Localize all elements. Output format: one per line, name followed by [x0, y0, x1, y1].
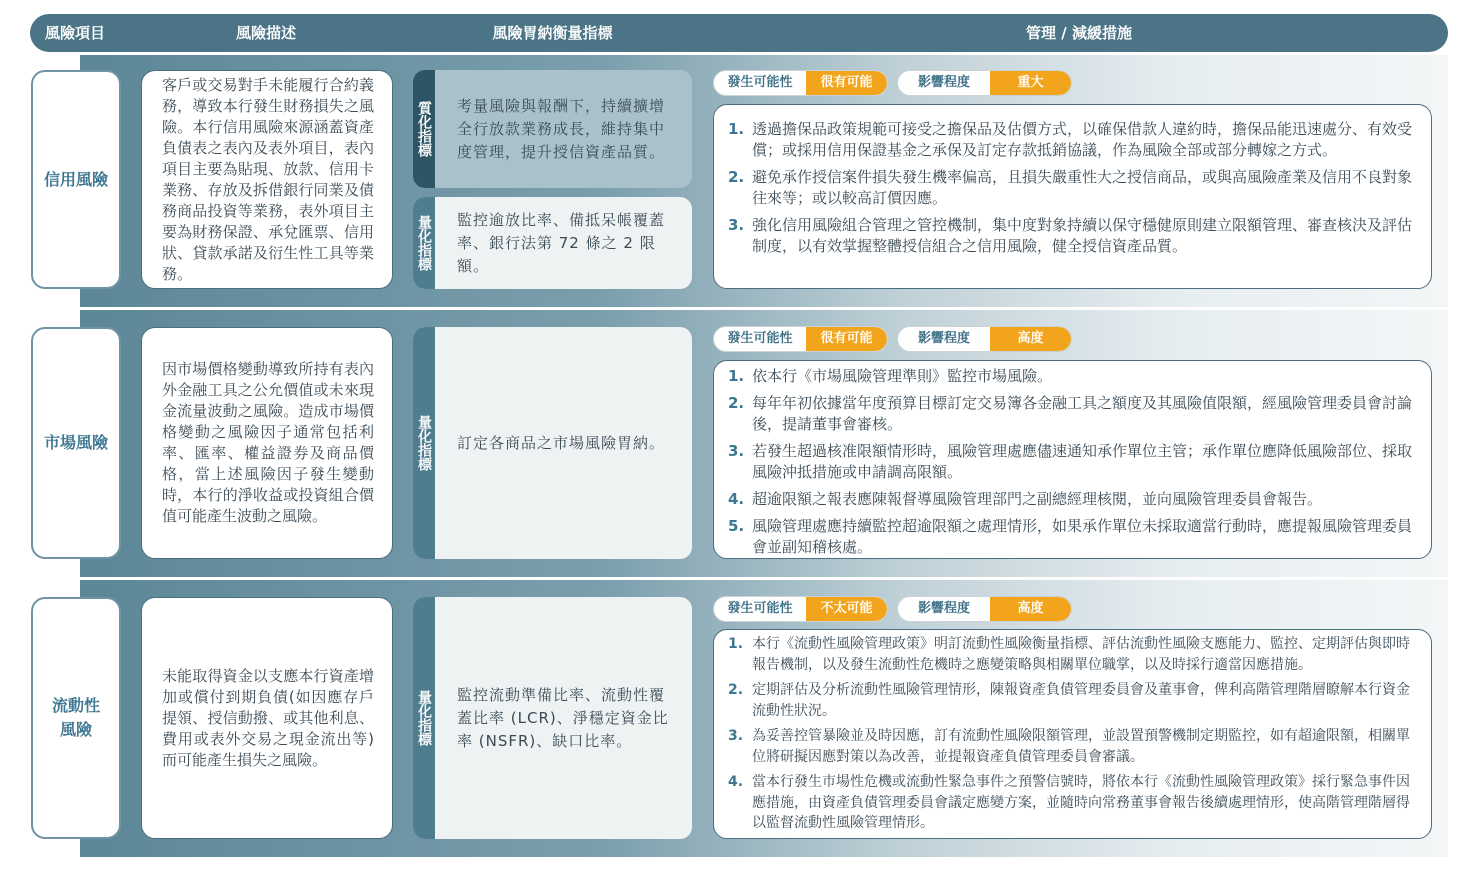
risk-description-text: 未能取得資金以支應本行資產增加或償付到期負債(如因應存戶提領、授信動撥、或其他利息、費用或表外交易之現金流出等)而可能產生損失之風險。 [162, 666, 374, 769]
risk-name-label: 市場風險 [43, 433, 108, 452]
quantitative-indicator-market [413, 327, 692, 559]
quantitative-indicator-text: 監控流動準備比率、流動性覆蓋比率 (LCR)、淨穩定資金比率 (NSFR)、缺口比率。 [457, 685, 669, 750]
measure-item [728, 726, 1417, 767]
measure-text: 定期評估及分析流動性風險管理情形，陳報資產負債管理委員會及董事會，俾利高階管理階層瞭解本行資金流動性狀況。 [752, 682, 1410, 719]
qualitative-tab: 質化指標 [413, 70, 435, 188]
qualitative-indicator-text: 考量風險與報酬下，持續擴增全行放款業務成長，維持集中度管理，提升授信資產品質。 [457, 96, 666, 161]
measure-text: 若發生超過核准限額情形時，風險管理處應儘速通知承作單位主管；承作單位應降低風險部位、採取風險沖抵措施或申請調高限額。 [752, 442, 1413, 481]
measure-number: 2. [728, 682, 744, 698]
measure-text: 本行《流動性風險管理政策》明訂流動性風險衡量指標、評估流動性風險支應能力、監控、定期評估與即時報告機制，以及發生流動性危機時之應變策略與相關單位職掌，以及時採行適當因應措施。 [752, 636, 1410, 673]
risk-description-market [141, 327, 393, 559]
measure-item [728, 366, 1417, 387]
measure-text: 依本行《市場風險管理準則》監控市場風險。 [752, 367, 1053, 385]
impact-value: 高度 [990, 597, 1071, 621]
risk-name-label: 信用風險 [43, 169, 108, 189]
management-measures-credit [713, 104, 1432, 289]
likelihood-badge-market [713, 326, 888, 352]
measure-text: 風險管理處應持續監控超逾限額之處理情形，如果承作單位未採取適當行動時，應提報風險管理委員會並副知稽核處。 [752, 517, 1413, 556]
measure-item [728, 167, 1417, 209]
measure-item [728, 489, 1417, 510]
impact-label: 影響程度 [917, 75, 970, 90]
quantitative-indicator-text: 監控逾放比率、備抵呆帳覆蓋率、銀行法第 72 條之 2 限額。 [457, 210, 666, 275]
measure-text: 當本行發生市場性危機或流動性緊急事件之預警信號時，將依本行《流動性風險管理政策》採行緊急事件因應措施，由資產負債管理委員會議定應變方案，並隨時向常務董事會報告後續處理情形，使高階管理階層得以監督流動性風險管理情形。 [752, 774, 1410, 831]
measure-item [728, 772, 1417, 834]
measure-text: 每年年初依據當年度預算目標訂定交易簿各金融工具之額度及其風險值限額，經風險管理委員會討論後，提請董事會審核。 [752, 394, 1413, 433]
likelihood-label: 發生可能性 [727, 75, 793, 90]
risk-description-text: 因市場價格變動導致所持有表內外金融工具之公允價值或未來現金流量波動之風險。造成市場價格變動之風險因子通常包括利率、匯率、權益證券及商品價格，當上述風險因子發生變動時，本行的淨收益或投資組合價值可能產生波動之風險。 [162, 360, 374, 525]
risk-name-market [31, 327, 121, 559]
risk-description-liquidity [141, 597, 393, 839]
measure-text: 超逾限額之報表應陳報督導風險管理部門之副總經理核閱，並向風險管理委員會報告。 [752, 490, 1323, 508]
header-risk-item: 風險項目 [44, 24, 105, 42]
risk-name-liquidity [31, 597, 121, 839]
measure-item [728, 680, 1417, 721]
risk-name-label: 流動性 風險 [51, 696, 100, 739]
quantitative-indicator-credit [413, 197, 692, 289]
measure-number: 1. [728, 367, 745, 385]
qualitative-indicator-credit [413, 70, 692, 188]
impact-value: 重大 [990, 71, 1071, 95]
measure-number: 3. [728, 728, 744, 744]
measure-text: 透過擔保品政策規範可接受之擔保品及估價方式，以確保借款人違約時，擔保品能迅速處分、有效受償；或採用信用保證基金之承保及訂定存款抵銷協議，作為風險全部或部分轉嫁之方式。 [752, 120, 1413, 159]
likelihood-value: 很有可能 [806, 71, 887, 95]
impact-badge-credit [897, 70, 1072, 96]
management-measures-market [713, 360, 1432, 559]
quantitative-tab: 量化指標 [413, 327, 435, 559]
table-header [30, 14, 1448, 52]
management-measures-liquidity [713, 629, 1432, 839]
likelihood-label: 發生可能性 [727, 331, 793, 346]
measure-number: 3. [728, 442, 745, 460]
measure-number: 4. [728, 490, 745, 508]
measure-item [728, 393, 1417, 435]
measure-item [728, 441, 1417, 483]
measure-number: 1. [728, 120, 745, 138]
impact-badge-liquidity [897, 596, 1072, 622]
header-management-measures: 管理 / 減緩措施 [1026, 24, 1132, 42]
risk-name-credit [31, 70, 121, 289]
risk-description-credit [141, 70, 393, 289]
likelihood-value: 不太可能 [806, 597, 887, 621]
measure-number: 5. [728, 517, 745, 535]
measure-number: 3. [728, 216, 745, 234]
measure-item [728, 516, 1417, 558]
measure-text: 強化信用風險組合管理之管控機制，集中度對象持續以保守穩健原則建立限額管理、審查核決及評估制度，以有效掌握整體授信組合之信用風險，健全授信資產品質。 [752, 216, 1413, 255]
measure-number: 2. [728, 394, 745, 412]
impact-badge-market [897, 326, 1072, 352]
measure-text: 為妥善控管暴險並及時因應，訂有流動性風險限額管理，並設置預警機制定期監控，如有超逾限額，相關單位將研擬因應對策以為改善，並提報資產負債管理委員會審議。 [752, 728, 1410, 765]
impact-label: 影響程度 [917, 331, 970, 346]
header-risk-description: 風險描述 [235, 24, 296, 42]
likelihood-label: 發生可能性 [727, 601, 793, 616]
measure-item [728, 215, 1417, 257]
measure-item [728, 119, 1417, 161]
measure-item [728, 634, 1417, 675]
quantitative-indicator-text: 訂定各商品之市場風險胃納。 [457, 433, 666, 452]
quantitative-tab: 量化指標 [413, 197, 435, 289]
measure-number: 4. [728, 774, 744, 790]
quantitative-indicator-liquidity [413, 597, 692, 839]
measure-number: 2. [728, 168, 745, 186]
impact-label: 影響程度 [917, 601, 970, 616]
likelihood-value: 很有可能 [806, 327, 887, 351]
risk-description-text: 客戶或交易對手未能履行合約義務，導致本行發生財務損失之風險。本行信用風險來源涵蓋資產負債表之表內及表外項目，表內項目主要為貼現、放款、信用卡業務、存放及拆借銀行同業及債務商品投資等業務，表外項目主要為財務保證、承兌匯票、信用狀、貸款承諾及衍生性工具等業務。 [162, 75, 374, 283]
header-appetite-indicator: 風險胃納衡量指標 [492, 24, 613, 42]
impact-value: 高度 [990, 327, 1071, 351]
likelihood-badge-liquidity [713, 596, 888, 622]
measure-number: 1. [728, 636, 744, 652]
likelihood-badge-credit [713, 70, 888, 96]
measure-text: 避免承作授信案件損失發生機率偏高，且損失嚴重性大之授信商品，或與高風險產業及信用不良對象往來等；或以較高訂價因應。 [752, 168, 1413, 207]
quantitative-tab: 量化指標 [413, 597, 435, 839]
